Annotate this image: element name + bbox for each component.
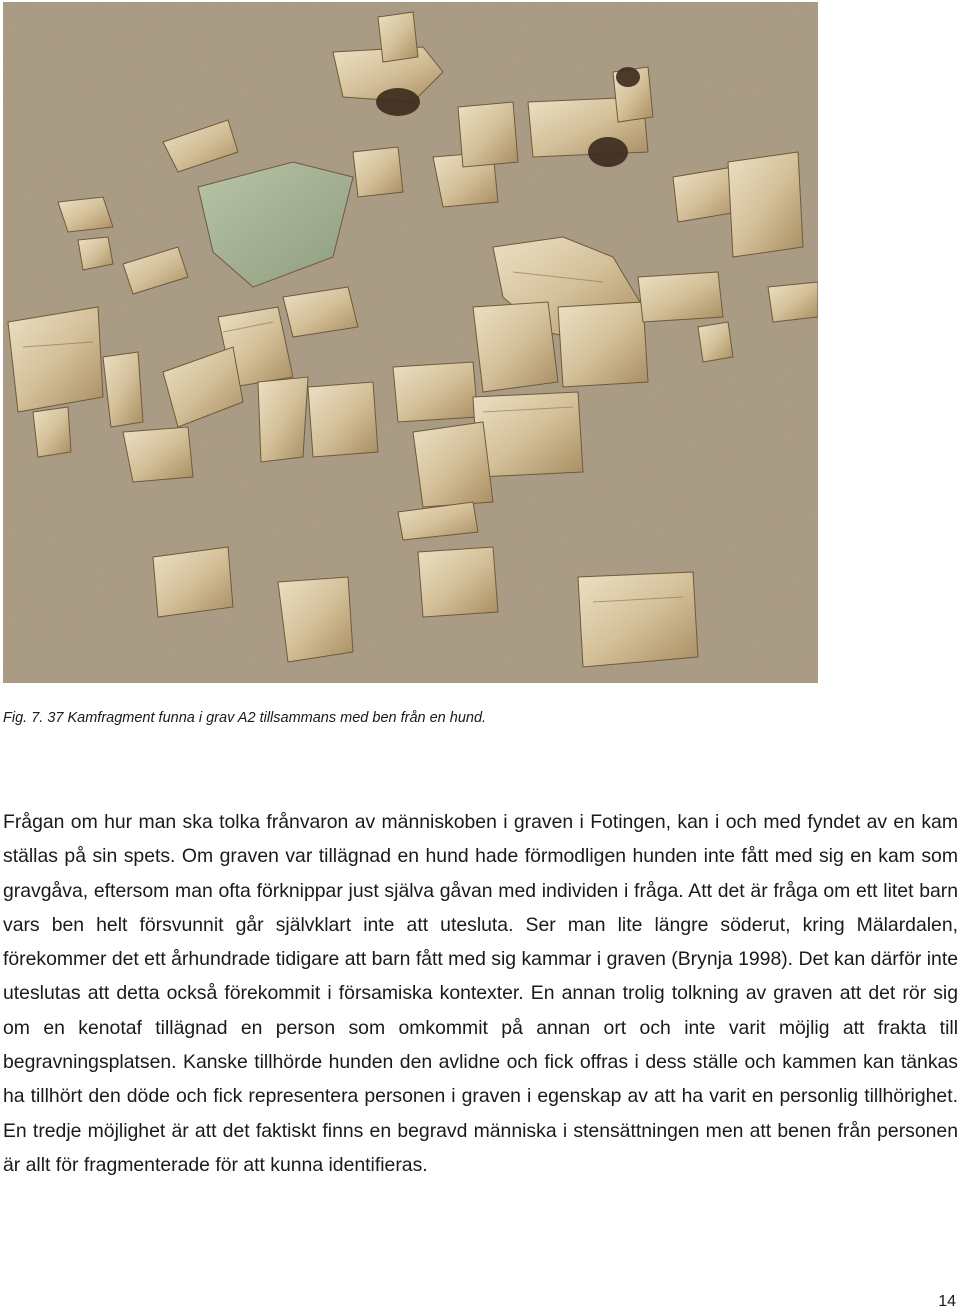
figure-caption: Fig. 7. 37 Kamfragment funna i grav A2 tillsammans med ben från en hund.	[3, 710, 487, 726]
page-number: 14	[938, 1293, 956, 1310]
comb-fragments-photo	[3, 2, 818, 683]
figure-photo	[3, 2, 818, 683]
body-paragraph: Frågan om hur man ska tolka frånvaron av människoben i graven i Fotingen, kan i och med fyndet av en kam ställas på sin spets. Om graven var tillägnad en hund hade förmodligen hunden inte fått med sig en kam som gravgåva, eftersom man ofta förknippar just själva gåvan med individen i fråga. Att det är fråga om ett litet barn vars ben helt försvunnit går självklart inte att utesluta. Ser man lite längre söderut, kring Mälardalen, förekommer det ett århundrade tidigare att barn fått med sig kammar i graven (Brynja 1998). Det kan därför inte uteslutas att detta också förekommit i församiska kontexter. En annan trolig tolkning av graven att det rör sig om en kenotaf tillägnad en person som omkommit på annan ort och inte varit möjlig att frakta till begravningsplatsen. Kanske tillhörde hunden den avlidne och fick offras i dess ställe och kammen kan tänkas ha tillhört den döde och fick representera personen i graven i egenskap av att ha varit en personlig tillhörighet. En tredje möjlighet är att det faktiskt finns en begravd människa i stensättningen men att benen från personen är allt för fragmenterade för att kunna identifieras.	[3, 811, 958, 1176]
